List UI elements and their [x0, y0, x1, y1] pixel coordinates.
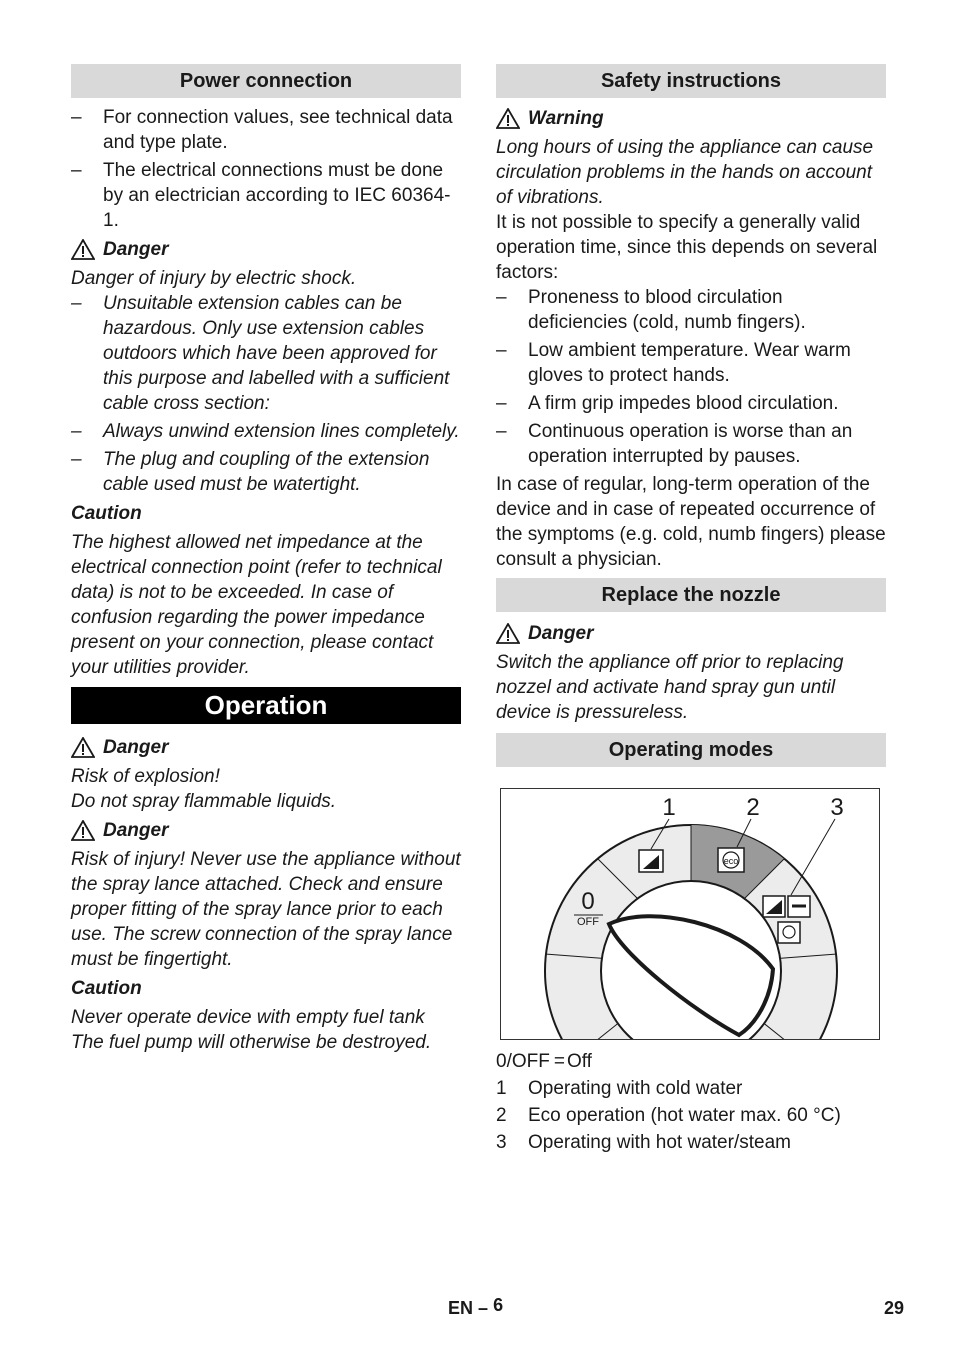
danger-label: Danger	[71, 818, 461, 843]
operating-modes-heading: Operating modes	[496, 733, 886, 767]
mode-2-label: 2	[746, 794, 760, 821]
mode-1-label: 1	[662, 794, 676, 821]
warning-triangle-icon	[71, 820, 95, 841]
safety-factors-list	[496, 285, 886, 469]
warning-triangle-icon	[71, 239, 95, 260]
legend-row: 1 Operating with cold water	[496, 1078, 743, 1099]
list-item: – Proneness to blood circulation deficiencies (cold, numb fingers).	[496, 287, 806, 333]
legend-row: 2 Eco operation (hot water max. 60 °C)	[496, 1105, 841, 1126]
safety-intro: It is not possible to specify a generally valid operation time, since this depends on several factors:	[496, 212, 878, 283]
caution-label: Caution	[71, 978, 142, 999]
caution-text: Never operate device with empty fuel tank The fuel pump will otherwise be destroyed.	[71, 1007, 432, 1053]
off-label: OFF	[577, 916, 599, 928]
caution-text: The highest allowed net impedance at the electrical connection point (refer to technical data) is not to be exceeded. In case of confusion regarding the power impedance present on your connection, please contact your utilities provider.	[71, 532, 442, 678]
mode-3-label: 3	[830, 794, 844, 821]
warning-triangle-icon	[71, 737, 95, 758]
power-connection-heading: Power connection	[71, 64, 461, 98]
eco-label: eco	[723, 856, 739, 866]
warning-label: Warning	[496, 106, 886, 131]
steam-icon	[778, 922, 800, 943]
warning-triangle-icon	[496, 108, 520, 129]
safety-instructions-heading: Safety instructions	[496, 64, 886, 98]
danger-label: Danger	[71, 237, 461, 262]
list-item: – Always unwind extension lines completely.	[71, 421, 460, 442]
legend-row: 3 Operating with hot water/steam	[496, 1132, 791, 1153]
list-item: – Low ambient temperature. Wear warm gloves to protect hands.	[496, 340, 851, 386]
power-connection-list	[71, 105, 461, 233]
left-column	[71, 64, 461, 1055]
mode-0-label: 0	[581, 888, 595, 915]
right-column	[496, 64, 886, 1157]
danger-label: Danger	[496, 621, 886, 646]
danger-text: Risk of injury! Never use the appliance without the spray lance attached. Check and ensure proper fitting of the spray lance prior to each use. The screw connection of the spray lance must be fingertight.	[71, 849, 461, 970]
list-item: – The plug and coupling of the extension cable used must be watertight.	[71, 449, 430, 495]
danger-text: Switch the appliance off prior to replacing nozzel and activate hand spray gun until device is pressureless.	[496, 652, 844, 723]
footer-section-ref: EN – 6	[448, 1295, 504, 1318]
list-item: – Unsuitable extension cables can be hazardous. Only use extension cables outdoors which have been approved for this purpose and labelled with a sufficient cable cross section:	[71, 293, 450, 414]
operation-heading: Operation	[71, 687, 461, 724]
warning-text: Long hours of using the appliance can cause circulation problems in the hands on account of vibrations.	[496, 137, 874, 208]
danger-text: Danger of injury by electric shock.	[71, 268, 357, 289]
legend-row: 0/OFF = Off	[496, 1051, 592, 1072]
caution-label: Caution	[71, 503, 142, 524]
page-number: 29	[884, 1298, 905, 1318]
list-item: – A firm grip impedes blood circulation.	[496, 393, 839, 414]
danger-text: Do not spray flammable liquids.	[71, 791, 337, 812]
list-item: – The electrical connections must be done by an electrician according to IEC 60364-1.	[71, 160, 451, 231]
danger-label: Danger	[71, 735, 461, 760]
danger-text: Risk of explosion!	[71, 766, 220, 787]
mode-dial-figure	[500, 788, 880, 1040]
operating-modes-legend	[496, 1049, 886, 1155]
warning-triangle-icon	[496, 623, 520, 644]
danger-list	[71, 291, 461, 497]
cold-water-icon	[639, 850, 663, 872]
list-item: – For connection values, see technical data and type plate.	[71, 107, 453, 153]
list-item: – Continuous operation is worse than an operation interrupted by pauses.	[496, 421, 853, 467]
safety-closing: In case of regular, long-term operation of the device and in case of repeated occurrence of the symptoms (e.g. cold, numb fingers) please consult a physician.	[496, 474, 886, 570]
mode-dial-illustration	[501, 789, 879, 1039]
replace-nozzle-heading: Replace the nozzle	[496, 578, 886, 612]
